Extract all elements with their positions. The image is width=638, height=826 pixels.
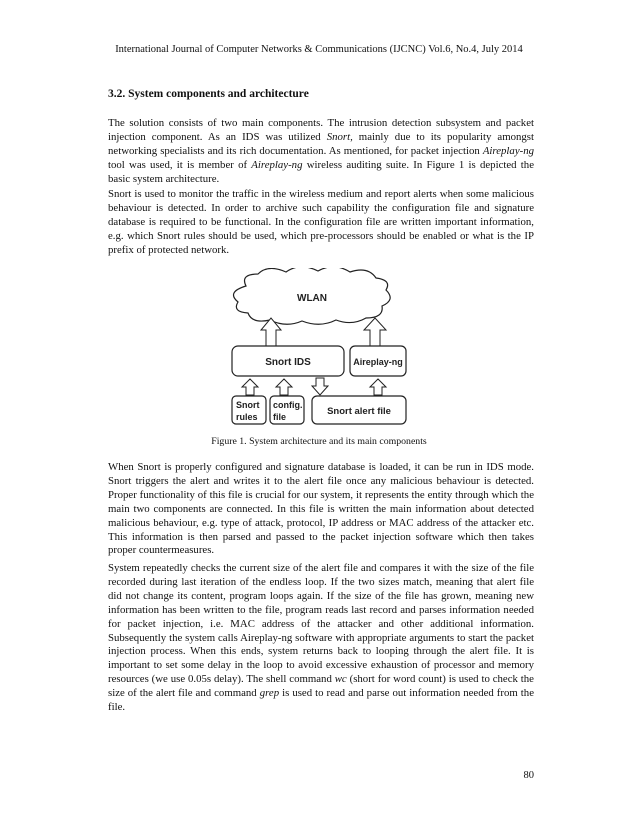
figure-caption: Figure 1. System architecture and its main components	[211, 436, 427, 447]
paragraph-4: System repeatedly checks the current size of the alert file and compares it with the size of the file recorded during last iteration of the endless loop. If the two sizes match, meaning that alert file did not change its content, program loops again. If the size of the file has grown, meaning new information has been written to the file, program reads last record and parses information needed for packet injection, i.e. MAC address of the attacker and other additional information. Subsequently the system calls Aireplay-ng software with appropriate arguments to start the packet injection process. When this ends, system returns back to looping through the alert file. It is important to set some delay in the loop to avoid excessive exhaustion of processor and memory resources (we use 0.05s delay). The shell command wc (short for word count) is used to check the size of the alert file and command grep is used to read and parse out information needed from the file.	[108, 562, 534, 714]
alert-file-label: Snort alert file	[327, 406, 391, 417]
arrow-ids-to-alert	[312, 378, 328, 395]
wlan-label: WLAN	[297, 293, 327, 304]
snort-rules-line2: rules	[236, 412, 258, 422]
snort-ids-label: Snort IDS	[265, 357, 311, 368]
arrow-rules-to-ids	[242, 379, 258, 395]
aireplay-label: Aireplay-ng	[353, 357, 403, 367]
architecture-figure	[0, 268, 638, 438]
paragraph-3: When Snort is properly configured and signature database is loaded, it can be run in IDS mode. Snort triggers the alert and writes it to the alert file once any malicious behaviour is detected. Proper functionality of this file is crucial for our system, it represents the entity through which the main two components are connected. In this file is written the main information about detected malicious behaviour, e.g. type of attack, protocol, IP address or MAC address of the attacker etc. This information is then parsed and passed to the packet injection software which then takes proper countermeasures.	[108, 461, 534, 557]
arrow-config-to-ids	[276, 379, 292, 395]
paragraph-1: The solution consists of two main components. The intrusion detection subsystem and packet injection component. As an IDS was utilized Snort, mainly due to its popularity amongst networking specialists and its rich documentation. As mentioned, for packet injection Aireplay-ng tool was used, it is member of Aireplay-ng wireless auditing suite. In Figure 1 is depicted the basic system architecture.	[108, 117, 534, 185]
snort-rules-line1: Snort	[236, 400, 260, 410]
config-file-line2: file	[273, 412, 287, 422]
page-number: 80	[523, 770, 534, 781]
arrow-aireplay-to-wlan	[364, 318, 386, 346]
architecture-diagram	[0, 268, 638, 438]
section-title: 3.2. System components and architecture	[108, 88, 309, 100]
journal-header: International Journal of Computer Networks & Communications (IJCNC) Vol.6, No.4, July 2014	[115, 44, 523, 55]
arrow-alert-to-aireplay	[370, 379, 386, 395]
config-file-line1: config.	[273, 400, 303, 410]
paragraph-2: Snort is used to monitor the traffic in the wireless medium and report alerts when some malicious behaviour is detected. In order to archive such capability the configuration file and signature database is required to be functional. In the configuration file are written important information, e.g. which Snort rules should be used, which pre-processors should be enabled or what is the IP prefix of protected network.	[108, 188, 534, 256]
